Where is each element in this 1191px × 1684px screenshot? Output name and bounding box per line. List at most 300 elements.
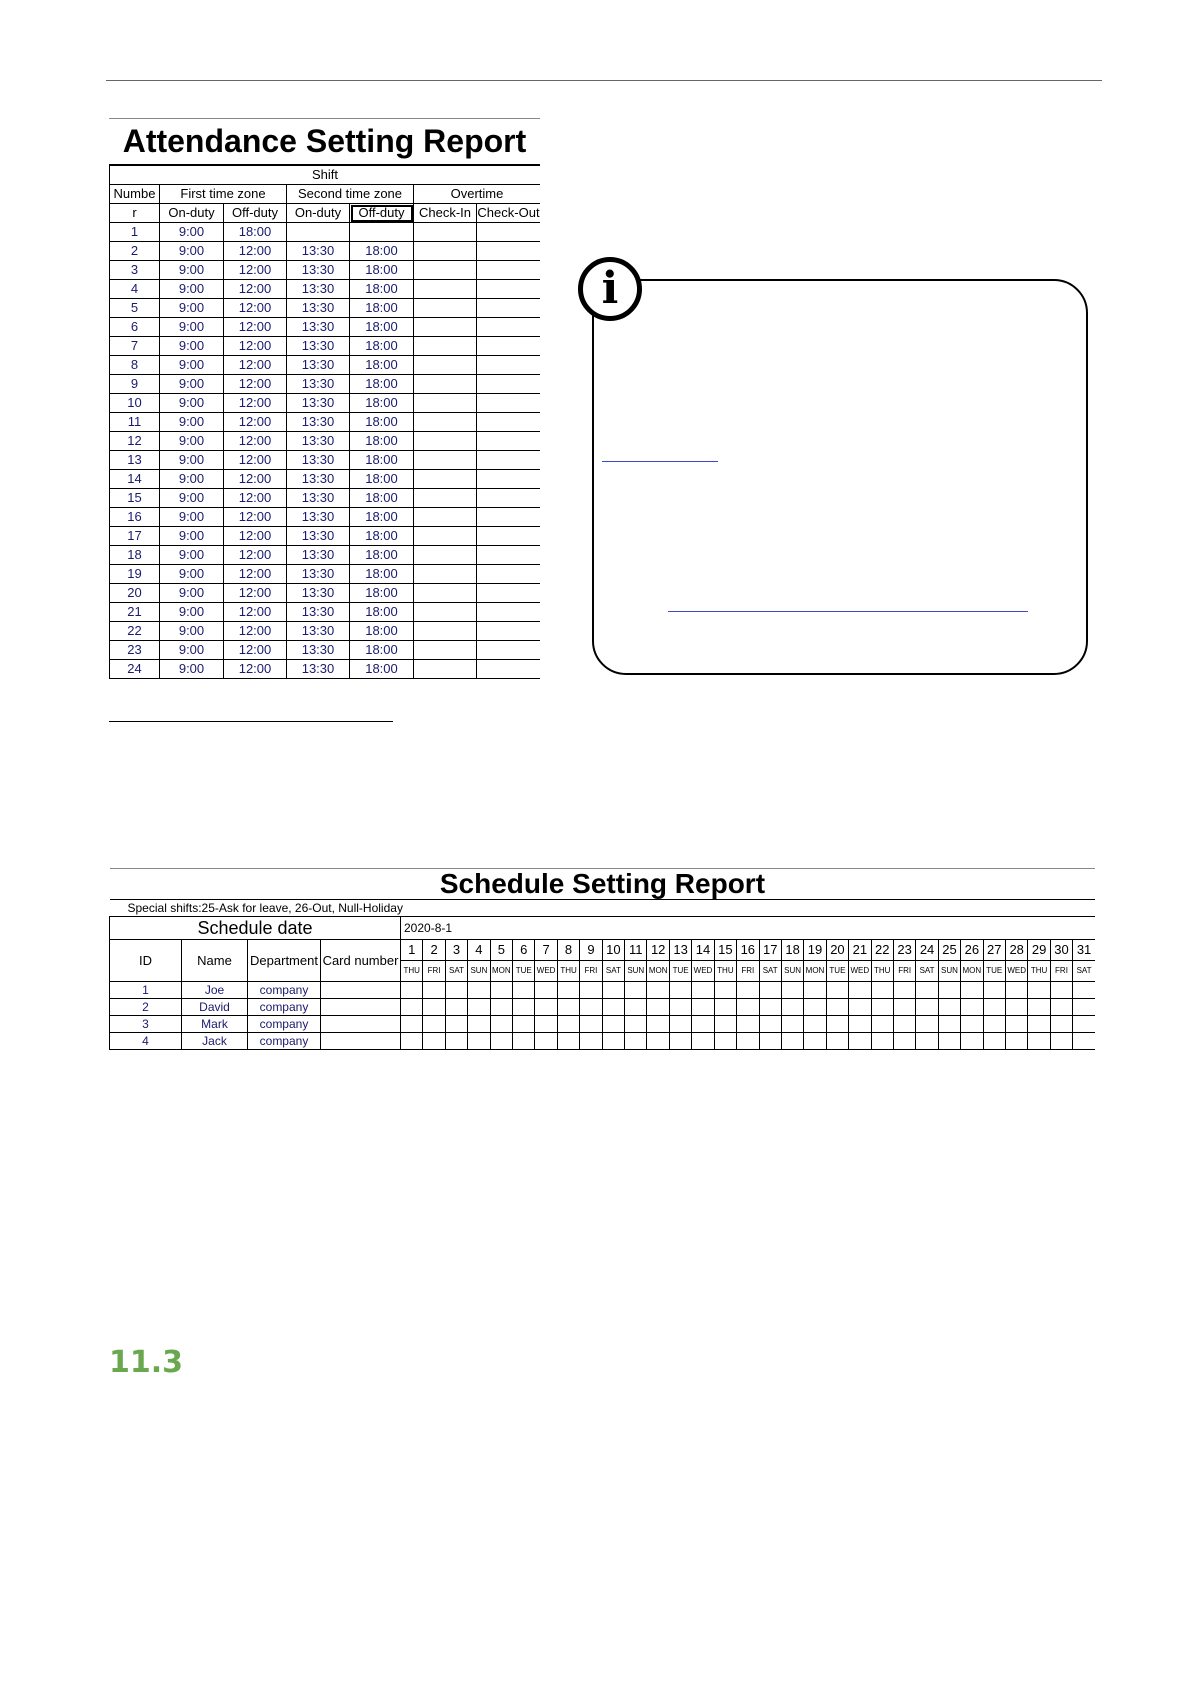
schedule-table: [109, 868, 1095, 1050]
table-cell: 3: [110, 261, 160, 280]
table-cell: [477, 261, 541, 280]
note-link-underline: [668, 611, 1028, 612]
table-row: [110, 527, 541, 546]
table-cell: [477, 242, 541, 261]
table-cell: 13:30: [287, 280, 350, 299]
table-row: [110, 565, 541, 584]
day-number-header: 23: [893, 940, 915, 961]
person-card-number: [321, 1016, 401, 1033]
table-cell: [414, 280, 477, 299]
day-number-header: 18: [781, 940, 803, 961]
table-cell: [477, 470, 541, 489]
day-number-header: 29: [1028, 940, 1050, 961]
table-row: [110, 470, 541, 489]
department-header: Department: [248, 940, 321, 982]
schedule-cell: [1050, 1016, 1072, 1033]
schedule-report-title: Schedule Setting Report: [110, 869, 1096, 900]
day-number-header: 21: [849, 940, 871, 961]
table-cell: 13:30: [287, 641, 350, 660]
schedule-cell: [625, 1033, 647, 1050]
table-cell: 12:00: [224, 622, 287, 641]
table-cell: 12:00: [224, 641, 287, 660]
table-cell: 18:00: [350, 622, 414, 641]
table-cell: 16: [110, 508, 160, 527]
zone1-on-duty-header: On-duty: [160, 204, 224, 223]
schedule-cell: [423, 1033, 445, 1050]
table-cell: 13:30: [287, 584, 350, 603]
person-department: company: [248, 982, 321, 999]
number-header-b: r: [110, 204, 160, 223]
table-cell: [414, 546, 477, 565]
table-cell: [414, 603, 477, 622]
weekday-header: SUN: [938, 961, 960, 982]
weekday-header: FRI: [423, 961, 445, 982]
person-department: company: [248, 1033, 321, 1050]
table-cell: [477, 584, 541, 603]
person-department: company: [248, 1016, 321, 1033]
table-row: [110, 603, 541, 622]
table-cell: 13:30: [287, 375, 350, 394]
schedule-cell: [692, 982, 714, 999]
schedule-cell: [401, 982, 423, 999]
table-cell: 9: [110, 375, 160, 394]
table-row: [110, 242, 541, 261]
table-row: [110, 261, 541, 280]
schedule-cell: [647, 982, 669, 999]
schedule-cell: [692, 999, 714, 1016]
table-row: [110, 375, 541, 394]
table-cell: 13:30: [287, 603, 350, 622]
weekday-header: WED: [1005, 961, 1027, 982]
table-cell: [414, 223, 477, 242]
schedule-cell: [871, 982, 893, 999]
table-cell: 18:00: [350, 508, 414, 527]
table-cell: 12:00: [224, 394, 287, 413]
table-cell: 13:30: [287, 470, 350, 489]
attendance-table: [109, 165, 540, 679]
schedule-cell: [647, 999, 669, 1016]
weekday-header: SUN: [468, 961, 490, 982]
table-cell: 12:00: [224, 432, 287, 451]
schedule-cell: [1073, 1033, 1095, 1050]
table-cell: 12: [110, 432, 160, 451]
table-cell: 9:00: [160, 527, 224, 546]
table-cell: 9:00: [160, 356, 224, 375]
zone2-off-duty-header: Off-duty: [350, 204, 414, 223]
schedule-cell: [445, 982, 467, 999]
table-cell: 21: [110, 603, 160, 622]
schedule-cell: [961, 1033, 983, 1050]
schedule-cell: [401, 999, 423, 1016]
weekday-header: THU: [557, 961, 579, 982]
schedule-cell: [445, 999, 467, 1016]
table-cell: [477, 527, 541, 546]
schedule-cell: [490, 1016, 512, 1033]
table-cell: 18:00: [350, 318, 414, 337]
table-cell: [414, 318, 477, 337]
day-number-header: 10: [602, 940, 624, 961]
table-cell: [287, 223, 350, 242]
check-out-header: Check-Out: [477, 204, 541, 223]
person-name: Jack: [182, 1033, 248, 1050]
schedule-cell: [916, 1016, 938, 1033]
table-cell: 13:30: [287, 413, 350, 432]
day-number-header: 27: [983, 940, 1005, 961]
table-cell: [414, 299, 477, 318]
schedule-cell: [893, 982, 915, 999]
schedule-date-label: Schedule date: [110, 917, 401, 940]
day-number-header: 6: [513, 940, 535, 961]
table-cell: 12:00: [224, 413, 287, 432]
overtime-header: Overtime: [414, 185, 541, 204]
shift-header: Shift: [110, 166, 541, 185]
table-cell: 18:00: [350, 375, 414, 394]
weekday-header: MON: [804, 961, 826, 982]
schedule-cell: [916, 982, 938, 999]
person-name: Joe: [182, 982, 248, 999]
table-cell: 13:30: [287, 337, 350, 356]
table-cell: 13:30: [287, 527, 350, 546]
table-cell: 12:00: [224, 508, 287, 527]
table-cell: [414, 375, 477, 394]
schedule-cell: [714, 1016, 736, 1033]
schedule-cell: [871, 1016, 893, 1033]
table-cell: [477, 660, 541, 679]
day-number-header: 13: [669, 940, 691, 961]
table-cell: 12:00: [224, 280, 287, 299]
table-cell: 12:00: [224, 527, 287, 546]
table-cell: 9:00: [160, 413, 224, 432]
schedule-cell: [737, 1033, 759, 1050]
schedule-cell: [468, 1016, 490, 1033]
table-cell: [414, 413, 477, 432]
schedule-cell: [1005, 982, 1027, 999]
table-cell: 18:00: [350, 489, 414, 508]
schedule-cell: [983, 982, 1005, 999]
table-row: [110, 223, 541, 242]
special-shifts-note: Special shifts:25-Ask for leave, 26-Out, Null-Holiday: [110, 900, 1096, 917]
schedule-cell: [781, 999, 803, 1016]
schedule-cell: [625, 982, 647, 999]
table-cell: [477, 622, 541, 641]
table-cell: [477, 337, 541, 356]
day-number-header: 19: [804, 940, 826, 961]
schedule-cell: [468, 982, 490, 999]
schedule-cell: [513, 982, 535, 999]
schedule-cell: [737, 1016, 759, 1033]
schedule-cell: [938, 1033, 960, 1050]
zone1-off-duty-header: Off-duty: [224, 204, 287, 223]
schedule-cell: [781, 982, 803, 999]
schedule-cell: [1050, 999, 1072, 1016]
weekday-header: SAT: [445, 961, 467, 982]
day-number-header: 30: [1050, 940, 1072, 961]
table-row: [110, 318, 541, 337]
table-cell: 18:00: [350, 470, 414, 489]
schedule-cell: [804, 999, 826, 1016]
table-cell: 9:00: [160, 546, 224, 565]
note-box: [592, 279, 1088, 675]
schedule-cell: [1028, 1016, 1050, 1033]
table-cell: [477, 546, 541, 565]
table-cell: [477, 280, 541, 299]
table-row: [110, 660, 541, 679]
table-row: [110, 999, 1096, 1016]
schedule-cell: [580, 1033, 602, 1050]
table-cell: 13:30: [287, 394, 350, 413]
schedule-cell: [423, 999, 445, 1016]
table-cell: 9:00: [160, 280, 224, 299]
table-cell: 9:00: [160, 641, 224, 660]
table-cell: 18: [110, 546, 160, 565]
schedule-cell: [580, 982, 602, 999]
weekday-header: SUN: [625, 961, 647, 982]
table-cell: [477, 299, 541, 318]
table-cell: 12:00: [224, 584, 287, 603]
schedule-cell: [602, 999, 624, 1016]
table-cell: 18:00: [350, 432, 414, 451]
table-cell: 12:00: [224, 242, 287, 261]
schedule-cell: [849, 982, 871, 999]
table-row: [110, 546, 541, 565]
table-cell: 12:00: [224, 603, 287, 622]
weekday-header: MON: [647, 961, 669, 982]
schedule-cell: [535, 1033, 557, 1050]
schedule-cell: [490, 1033, 512, 1050]
schedule-cell: [1005, 1033, 1027, 1050]
table-cell: 9:00: [160, 489, 224, 508]
table-cell: 18:00: [350, 280, 414, 299]
day-number-header: 15: [714, 940, 736, 961]
weekday-header: THU: [871, 961, 893, 982]
schedule-cell: [826, 999, 848, 1016]
person-id: 1: [110, 982, 182, 999]
schedule-cell: [1005, 999, 1027, 1016]
table-cell: 9:00: [160, 337, 224, 356]
table-cell: 13:30: [287, 261, 350, 280]
table-cell: 12:00: [224, 470, 287, 489]
schedule-cell: [714, 999, 736, 1016]
info-icon: i: [578, 257, 642, 321]
schedule-cell: [401, 1033, 423, 1050]
schedule-cell: [423, 982, 445, 999]
table-cell: 18:00: [350, 660, 414, 679]
table-cell: 12:00: [224, 546, 287, 565]
day-number-header: 11: [625, 940, 647, 961]
schedule-cell: [1028, 982, 1050, 999]
table-cell: 18:00: [350, 299, 414, 318]
day-number-header: 17: [759, 940, 781, 961]
note-link-underline: [602, 461, 718, 462]
weekday-header: WED: [692, 961, 714, 982]
schedule-cell: [804, 1016, 826, 1033]
schedule-cell: [893, 1016, 915, 1033]
person-id: 2: [110, 999, 182, 1016]
schedule-cell: [714, 982, 736, 999]
schedule-cell: [602, 1033, 624, 1050]
weekday-header: TUE: [669, 961, 691, 982]
schedule-cell: [1028, 999, 1050, 1016]
table-cell: 18:00: [350, 337, 414, 356]
table-cell: [477, 565, 541, 584]
table-cell: 7: [110, 337, 160, 356]
day-number-header: 31: [1073, 940, 1095, 961]
schedule-cell: [445, 1033, 467, 1050]
table-cell: 18:00: [350, 242, 414, 261]
schedule-cell: [490, 982, 512, 999]
table-cell: [414, 508, 477, 527]
schedule-cell: [1073, 982, 1095, 999]
schedule-cell: [423, 1016, 445, 1033]
table-row: [110, 508, 541, 527]
day-number-header: 12: [647, 940, 669, 961]
table-cell: [477, 432, 541, 451]
weekday-header: FRI: [893, 961, 915, 982]
table-cell: 18:00: [350, 527, 414, 546]
day-number-header: 14: [692, 940, 714, 961]
table-cell: 1: [110, 223, 160, 242]
check-in-header: Check-In: [414, 204, 477, 223]
schedule-cell: [535, 1016, 557, 1033]
schedule-cell: [849, 1033, 871, 1050]
table-row: [110, 641, 541, 660]
table-row: [110, 1016, 1096, 1033]
table-row: [110, 1033, 1096, 1050]
table-cell: 18:00: [350, 603, 414, 622]
table-cell: [350, 223, 414, 242]
report-top-border: [109, 118, 540, 119]
table-row: [110, 451, 541, 470]
table-cell: [477, 223, 541, 242]
table-cell: [414, 394, 477, 413]
table-cell: 18:00: [350, 356, 414, 375]
schedule-cell: [916, 999, 938, 1016]
table-cell: 4: [110, 280, 160, 299]
table-cell: 9:00: [160, 299, 224, 318]
table-cell: 8: [110, 356, 160, 375]
schedule-cell: [669, 982, 691, 999]
table-cell: 9:00: [160, 660, 224, 679]
name-header: Name: [182, 940, 248, 982]
day-number-header: 1: [401, 940, 423, 961]
table-cell: 12:00: [224, 451, 287, 470]
schedule-cell: [580, 999, 602, 1016]
schedule-cell: [692, 1033, 714, 1050]
schedule-cell: [759, 999, 781, 1016]
table-cell: [414, 489, 477, 508]
table-cell: 9:00: [160, 318, 224, 337]
table-cell: [477, 356, 541, 375]
table-cell: [414, 584, 477, 603]
table-cell: 10: [110, 394, 160, 413]
schedule-cell: [490, 999, 512, 1016]
table-cell: 9:00: [160, 242, 224, 261]
table-cell: 12:00: [224, 356, 287, 375]
schedule-cell: [961, 1016, 983, 1033]
table-cell: [414, 527, 477, 546]
schedule-cell: [602, 1016, 624, 1033]
schedule-cell: [849, 999, 871, 1016]
schedule-cell: [983, 1033, 1005, 1050]
table-row: [110, 432, 541, 451]
schedule-cell: [647, 1033, 669, 1050]
schedule-cell: [625, 1016, 647, 1033]
table-row: [110, 584, 541, 603]
schedule-cell: [602, 982, 624, 999]
schedule-cell: [557, 982, 579, 999]
table-cell: [477, 394, 541, 413]
schedule-cell: [938, 999, 960, 1016]
day-number-header: 9: [580, 940, 602, 961]
table-cell: 13:30: [287, 660, 350, 679]
schedule-cell: [759, 982, 781, 999]
schedule-cell: [826, 982, 848, 999]
day-number-header: 8: [557, 940, 579, 961]
table-cell: 18:00: [350, 261, 414, 280]
weekday-header: FRI: [580, 961, 602, 982]
schedule-cell: [759, 1016, 781, 1033]
card-number-header: Card number: [321, 940, 401, 982]
schedule-cell: [557, 1016, 579, 1033]
person-name: David: [182, 999, 248, 1016]
table-cell: 12:00: [224, 299, 287, 318]
table-cell: 9:00: [160, 603, 224, 622]
table-cell: 13:30: [287, 299, 350, 318]
schedule-cell: [557, 1033, 579, 1050]
table-cell: [414, 622, 477, 641]
schedule-cell: [625, 999, 647, 1016]
day-number-header: 25: [938, 940, 960, 961]
schedule-cell: [893, 1033, 915, 1050]
table-cell: 12:00: [224, 660, 287, 679]
weekday-header: SAT: [759, 961, 781, 982]
person-department: company: [248, 999, 321, 1016]
table-row: [110, 622, 541, 641]
table-cell: 18:00: [350, 641, 414, 660]
day-number-header: 3: [445, 940, 467, 961]
section-number: 11.3: [109, 1345, 184, 1380]
table-cell: 13:30: [287, 432, 350, 451]
weekday-header: FRI: [1050, 961, 1072, 982]
table-row: [110, 337, 541, 356]
weekday-header: SUN: [781, 961, 803, 982]
schedule-cell: [961, 982, 983, 999]
table-cell: 9:00: [160, 261, 224, 280]
table-cell: 9:00: [160, 584, 224, 603]
table-cell: 24: [110, 660, 160, 679]
day-number-header: 4: [468, 940, 490, 961]
schedule-cell: [1050, 1033, 1072, 1050]
schedule-cell: [871, 999, 893, 1016]
number-header-a: Numbe: [110, 185, 160, 204]
table-cell: 13:30: [287, 451, 350, 470]
weekday-header: WED: [849, 961, 871, 982]
table-cell: 12:00: [224, 337, 287, 356]
day-number-header: 22: [871, 940, 893, 961]
day-number-header: 24: [916, 940, 938, 961]
table-cell: [414, 660, 477, 679]
table-cell: 2: [110, 242, 160, 261]
day-number-header: 7: [535, 940, 557, 961]
weekday-header: TUE: [983, 961, 1005, 982]
table-cell: [477, 413, 541, 432]
second-time-zone-header: Second time zone: [287, 185, 414, 204]
weekday-header: THU: [1028, 961, 1050, 982]
table-cell: 18:00: [350, 584, 414, 603]
weekday-header: TUE: [826, 961, 848, 982]
first-time-zone-header: First time zone: [160, 185, 287, 204]
zone2-on-duty-header: On-duty: [287, 204, 350, 223]
